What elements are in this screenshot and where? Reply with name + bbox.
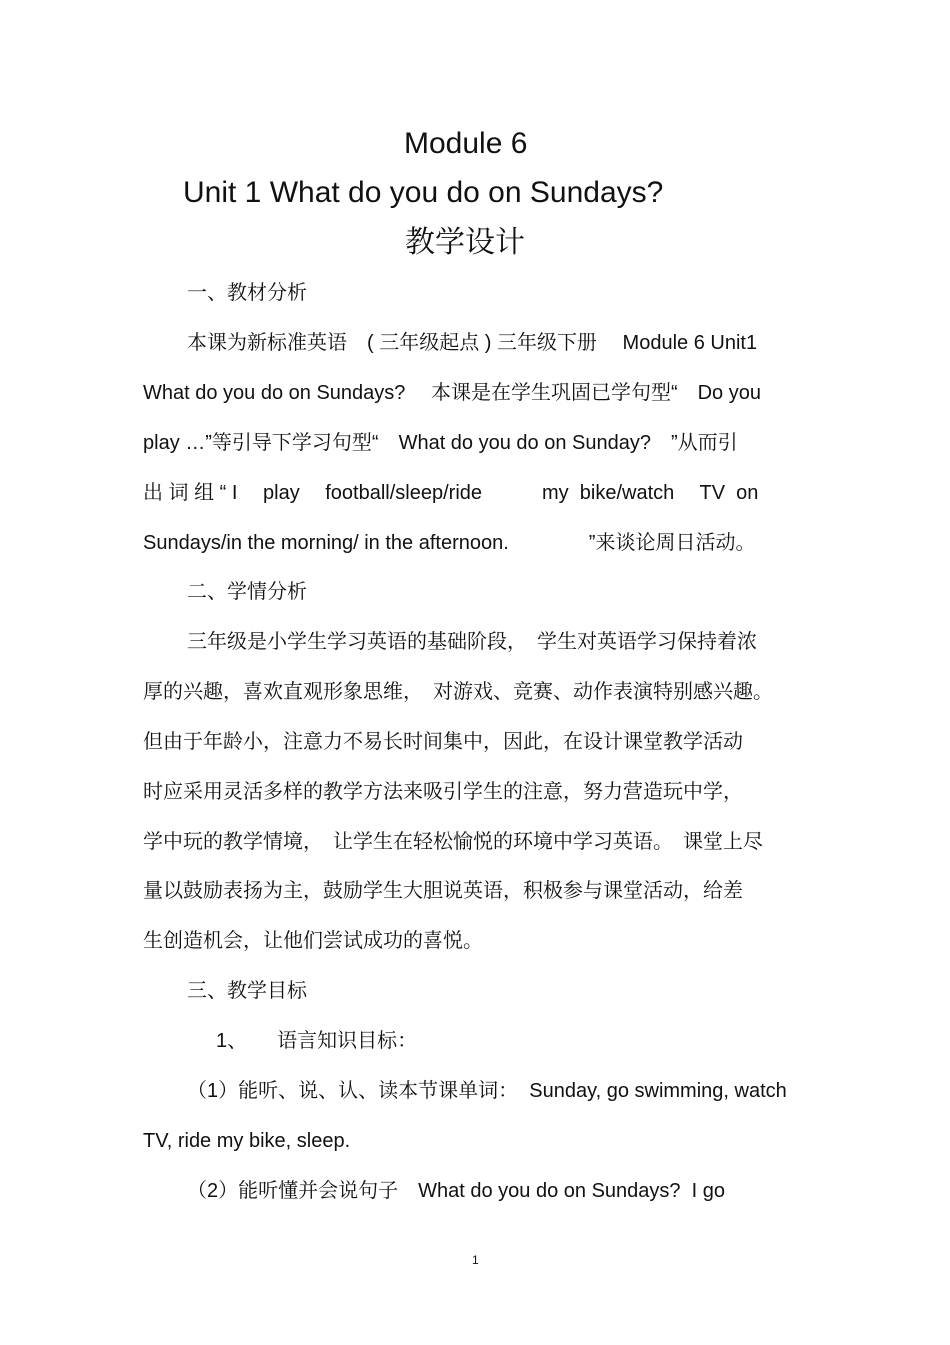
module-title: Module 6 — [404, 127, 528, 160]
paragraph-line: What do you do on Sundays? 本课是在学生巩固已学句型“ Do you — [143, 382, 761, 404]
section-heading-1: 一、教材分析 — [187, 282, 307, 304]
paragraph-line: 但由于年龄小，注意力不易长时间集中，因此，在设计课堂教学活动 — [143, 731, 743, 753]
paragraph-line: （2）能听懂并会说句子 What do you do on Sundays? I go — [187, 1180, 725, 1202]
paragraph-line: Sundays/in the morning/ in the afternoon. ”来谈论周日活动。 — [143, 532, 756, 554]
paragraph-line: 厚的兴趣，喜欢直观形象思维， 对游戏、竞赛、动作表演特别感兴趣。 — [143, 681, 773, 703]
paragraph-line: （1）能听、说、认、读本节课单词： Sunday, go swimming, watch — [187, 1080, 787, 1102]
paragraph-line: 量以鼓励表扬为主，鼓励学生大胆说英语，积极参与课堂活动，给差 — [143, 880, 743, 902]
paragraph-line: TV, ride my bike, sleep. — [143, 1130, 351, 1152]
document-subtitle: 教学设计 — [405, 226, 525, 259]
section-heading-3: 三、教学目标 — [187, 980, 307, 1002]
paragraph-line: 出 词 组 “ I play football/sleep/ride my bike/watch TV on — [143, 482, 759, 504]
unit-title: Unit 1 What do you do on Sundays? — [183, 176, 664, 209]
paragraph-line: 时应采用灵活多样的教学方法来吸引学生的注意，努力营造玩中学， — [143, 781, 743, 803]
paragraph-line: 生创造机会，让他们尝试成功的喜悦。 — [143, 930, 483, 952]
paragraph-line: 三年级是小学生学习英语的基础阶段， 学生对英语学习保持着浓 — [187, 631, 757, 653]
page-number: 1 — [472, 1253, 479, 1267]
subsection-heading: 1、 语言知识目标： — [216, 1030, 418, 1052]
paragraph-line: 学中玩的教学情境， 让学生在轻松愉悦的环境中学习英语。 课堂上尽 — [143, 831, 763, 853]
section-heading-2: 二、学情分析 — [187, 581, 307, 603]
paragraph-line: play …”等引导下学习句型“ What do you do on Sunday? ”从而引 — [143, 432, 738, 454]
paragraph-line: 本课为新标准英语 ( 三年级起点 ) 三年级下册 Module 6 Unit1 — [187, 332, 758, 354]
